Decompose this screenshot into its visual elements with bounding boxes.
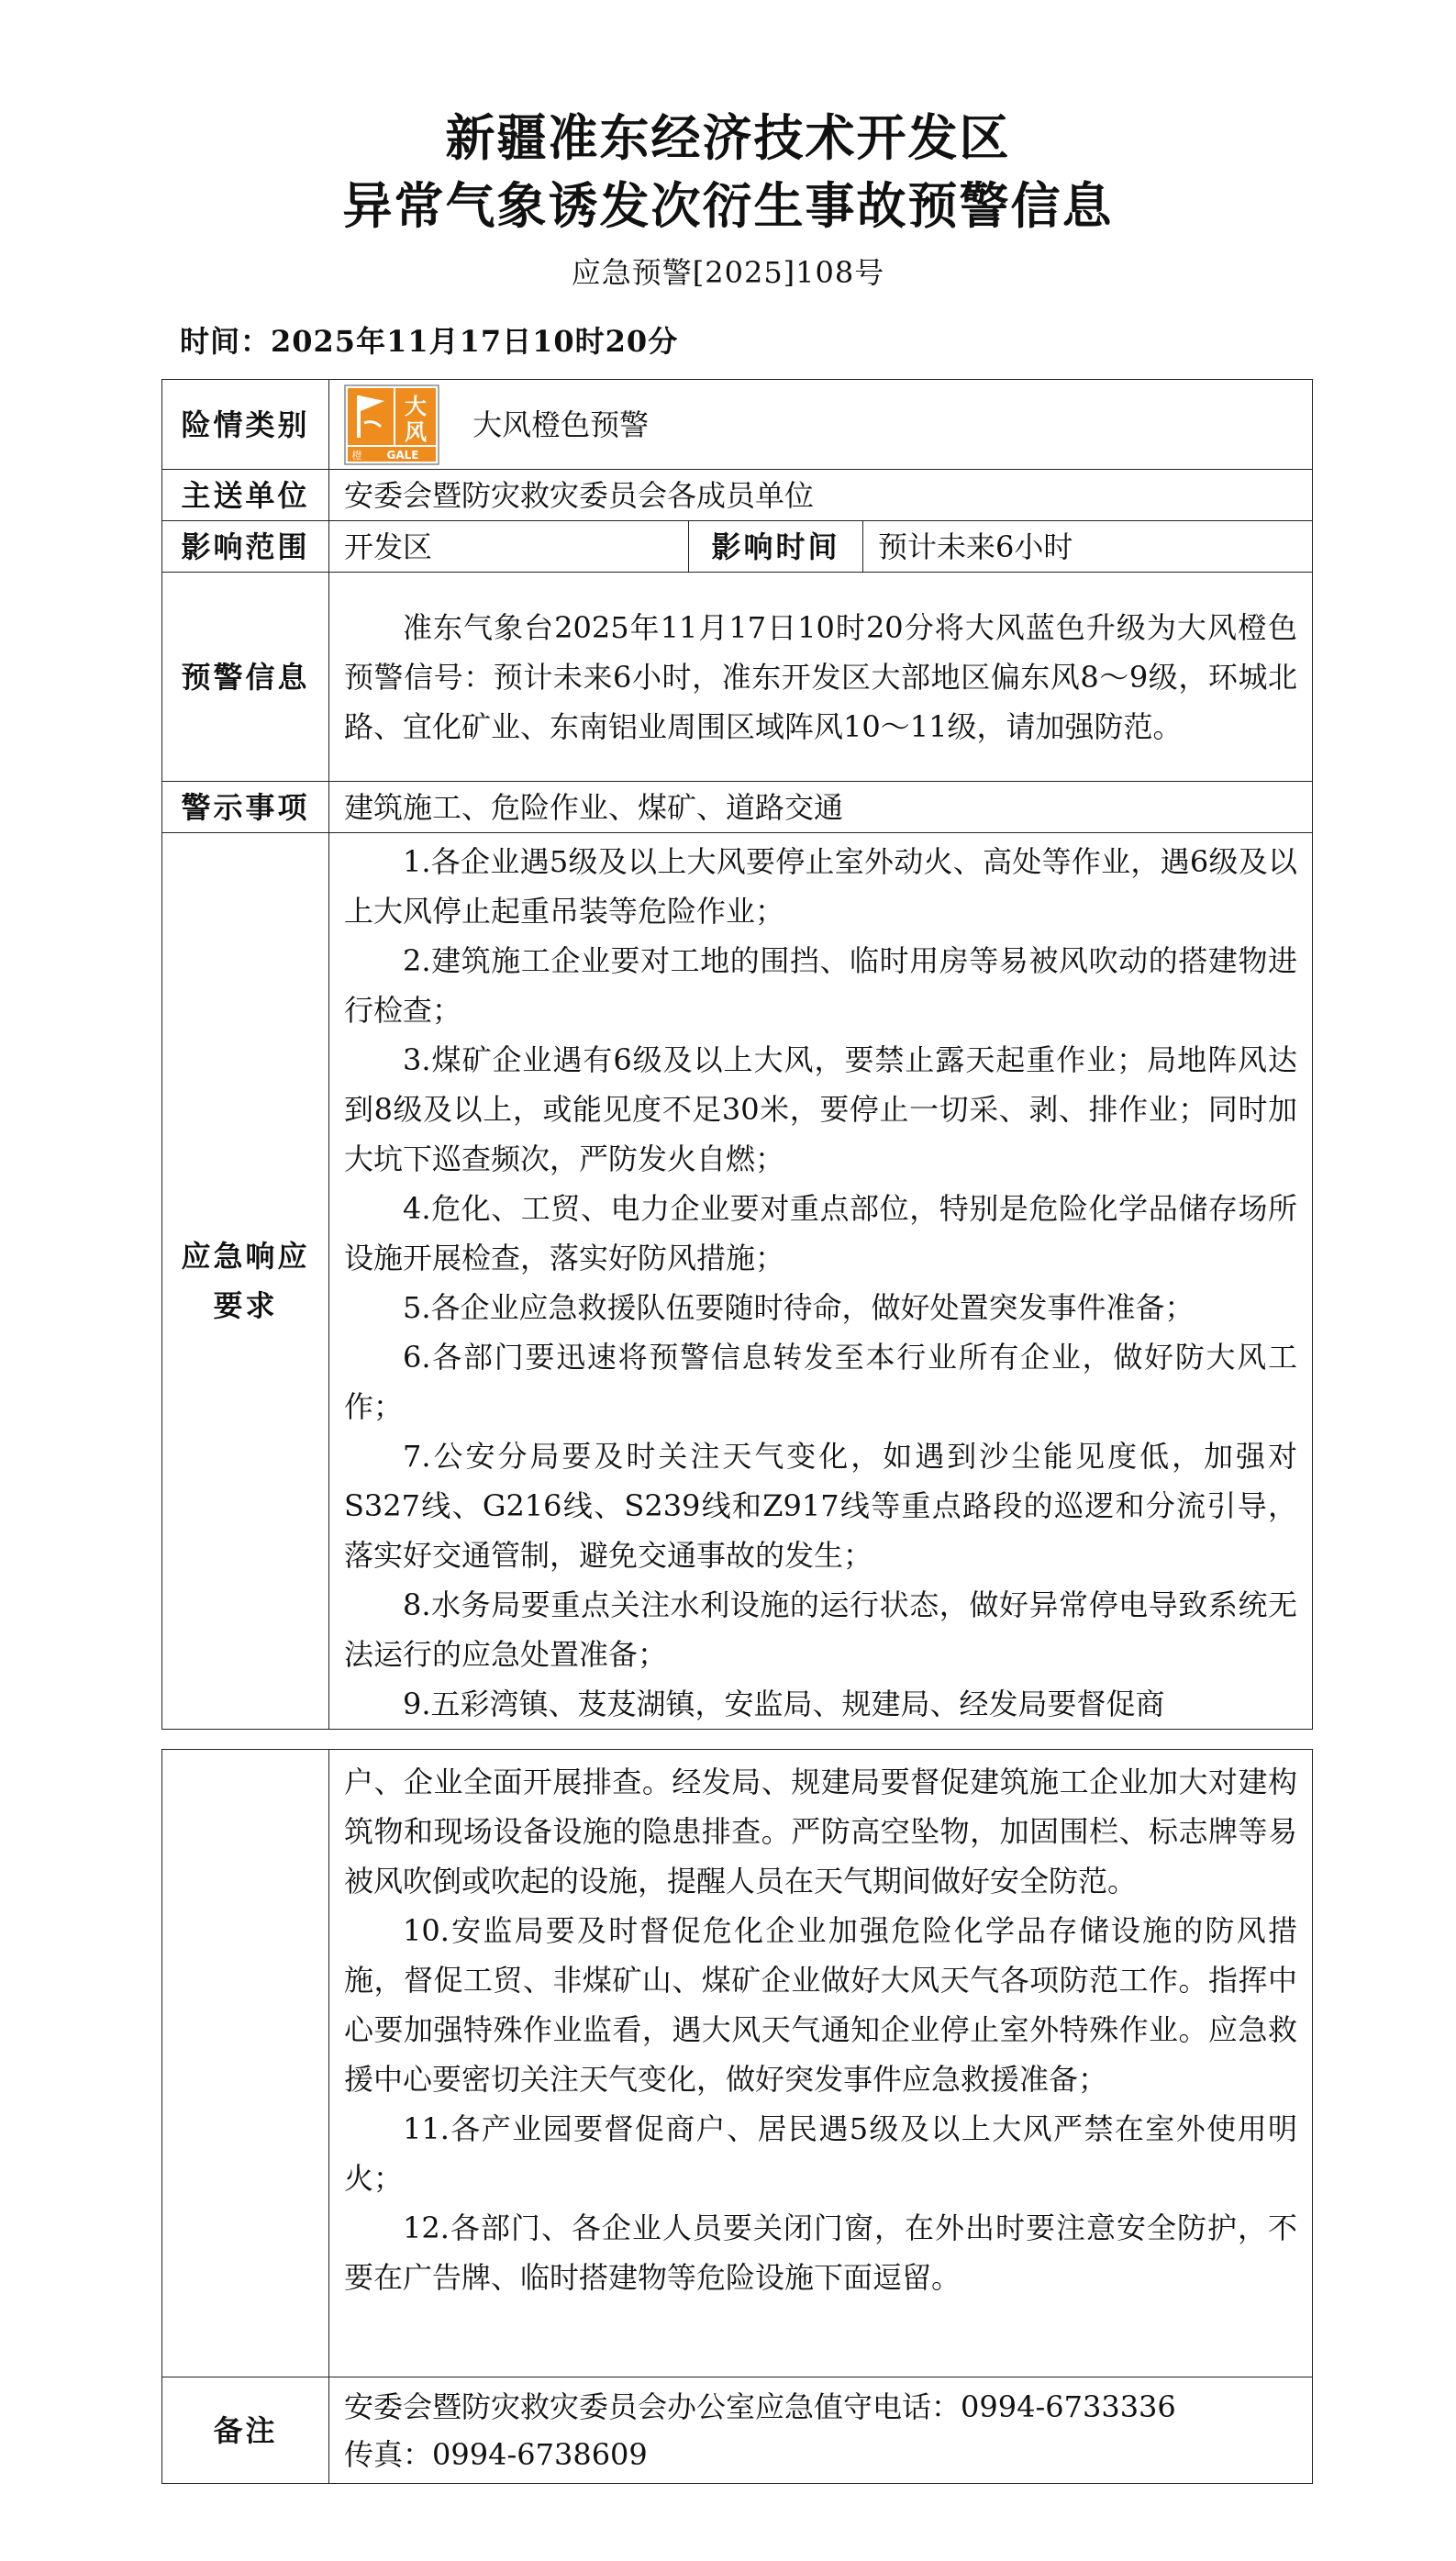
response-continued-text: 户、企业全面开展排查。经发局、规建局要督促建筑施工企业加大对建构筑物和现场设备设施的隐患排查。严防高空坠物，加固围栏、标志牌等易被风吹倒或吹起的设施，提醒人员在天气期间做好安全防范。 (344, 1765, 1297, 1898)
icon-grade: 橙 (351, 449, 362, 462)
row-response-continued (162, 1750, 1313, 2377)
title-line-2: 异常气象诱发次衍生事故预警信息 (342, 177, 1114, 235)
icon-char-bottom: 风 (405, 418, 427, 445)
response-item: 9.五彩湾镇、芨芨湖镇，安监局、规建局、经发局要督促商 (403, 1687, 1165, 1721)
info-label: 预警信息 (162, 573, 329, 782)
response-item: 5.各企业应急救援队伍要随时待命，做好处置突发事件准备； (403, 1290, 1195, 1325)
time-value: 预计未来6小时 (863, 521, 1313, 573)
icon-label: GALE (386, 448, 419, 462)
title-line-1: 新疆准东经济技术开发区 (445, 109, 1011, 167)
response-item: 1.各企业遇5级及以上大风要停止室外动火、高处等作业，遇6级及以上大风停止起重吊装等危险作业； (344, 844, 1298, 929)
doc-number: 应急预警[2025]108号 (571, 255, 885, 290)
time-label: 影响时间 (689, 521, 863, 573)
info-value: 准东气象台2025年11月17日10时20分将大风蓝色升级为大风橙色预警信号：预计未来6小时，准东开发区大部地区偏东风8～9级，环城北路、宜化矿业、东南铝业周围区域阵风10～11级，请加强防范。 (344, 609, 1298, 744)
recipient-label: 主送单位 (162, 470, 329, 521)
warning-table-page1 (161, 379, 1313, 1730)
caution-label: 警示事项 (162, 782, 329, 833)
category-cell (329, 380, 1313, 470)
remark-phone: 安委会暨防灾救灾委员会办公室应急值守电话：0994-6733336 (344, 2388, 1176, 2424)
response-cell-continued (329, 1750, 1313, 2377)
remark-fax: 传真：0994-6738609 (344, 2436, 648, 2472)
remark-cell (329, 2377, 1313, 2484)
row-category (162, 380, 1313, 470)
response-item: 2.建筑施工企业要对工地的围挡、临时用房等易被风吹动的搭建物进行检查； (344, 943, 1298, 1028)
category-label: 险情类别 (162, 380, 329, 470)
issue-time: 时间：2025年11月17日10时20分 (180, 324, 679, 359)
row-scope (162, 521, 1313, 573)
row-response (162, 833, 1313, 1730)
row-recipient (162, 470, 1313, 521)
response-item: 12.各部门、各企业人员要关闭门窗，在外出时要注意安全防护，不要在广告牌、临时搭建物等危险设施下面逗留。 (344, 2210, 1297, 2295)
response-item: 4.危化、工贸、电力企业要对重点部位，特别是危险化学品储存场所设施开展检查，落实好防风措施； (344, 1191, 1298, 1275)
icon-char-top: 大 (405, 393, 427, 419)
row-caution (162, 782, 1313, 833)
scope-value: 开发区 (329, 521, 689, 573)
scope-label: 影响范围 (162, 521, 329, 573)
gale-orange-warning-icon (344, 384, 439, 465)
warning-table-page2 (161, 1749, 1313, 2484)
response-item: 7.公安分局要及时关注天气变化，如遇到沙尘能见度低，加强对S327线、G216线、S239线和Z917线等重点路段的巡逻和分流引导，落实好交通管制，避免交通事故的发生； (344, 1439, 1298, 1573)
caution-value: 建筑施工、危险作业、煤矿、道路交通 (329, 782, 1313, 833)
info-cell (329, 573, 1313, 782)
response-label-continued (162, 1750, 329, 2377)
row-info (162, 573, 1313, 782)
response-item: 11.各产业园要督促商户、居民遇5级及以上大风严禁在室外使用明火； (344, 2111, 1297, 2196)
response-item: 10.安监局要及时督促危化企业加强危险化学品存储设施的防风措施，督促工贸、非煤矿山、煤矿企业做好大风天气各项防范工作。指挥中心要加强特殊作业监看，遇大风天气通知企业停止室外特殊作业。应急救援中心要密切关注天气变化，做好突发事件应急救援准备； (344, 1913, 1297, 2097)
response-item: 8.水务局要重点关注水利设施的运行状态，做好异常停电导致系统无法运行的应急处置准备； (344, 1587, 1298, 1672)
recipient-value: 安委会暨防灾救灾委员会各成员单位 (329, 470, 1313, 521)
category-value: 大风橙色预警 (472, 406, 650, 442)
row-remark (162, 2377, 1313, 2484)
remark-label: 备注 (162, 2377, 329, 2484)
response-item: 6.各部门要迅速将预警信息转发至本行业所有企业，做好防大风工作； (344, 1340, 1298, 1424)
response-item: 3.煤矿企业遇有6级及以上大风，要禁止露天起重作业；局地阵风达到8级及以上，或能见度不足30米，要停止一切采、剥、排作业；同时加大坑下巡查频次，严防发火自燃； (344, 1042, 1298, 1176)
response-cell (329, 833, 1313, 1730)
response-label: 应急响应要求 (162, 833, 329, 1730)
